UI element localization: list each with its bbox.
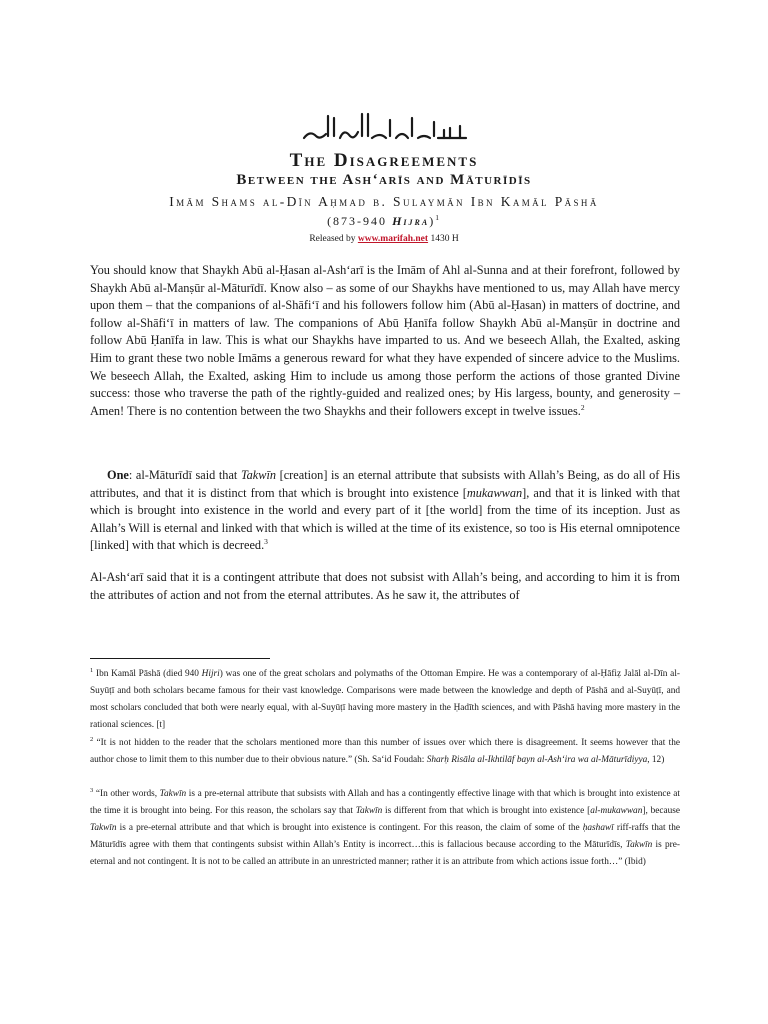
release-suffix: 1430 H — [428, 234, 459, 244]
author-name: Imām Shams al-Dīn Aḥmad b. Sulaymān Ibn Kamāl Pāshā — [169, 194, 599, 209]
footnote-3-number: 3 — [90, 786, 94, 794]
footnote-separator — [90, 658, 270, 659]
footnote-2-number: 2 — [90, 735, 94, 743]
dates-close: ) — [429, 214, 436, 228]
footnote-ref-2[interactable]: 2 — [580, 402, 585, 412]
footnote-3-text-d: ], because — [642, 805, 680, 816]
release-line — [0, 234, 768, 244]
term-takwin: Takwīn — [240, 468, 277, 482]
release-prefix: Released by — [309, 234, 358, 244]
footnote-ref-3[interactable]: 3 — [264, 537, 268, 547]
footnote-3-mukawwan: al-mukawwan — [590, 805, 643, 816]
footnote-3-text-e: is a pre-eternal attribute and that which is brought into existence is contingent. For this reason, the claim of some of the — [116, 822, 583, 833]
author-dates — [0, 214, 768, 229]
dates-hijra: Hijra — [392, 214, 430, 228]
footnote-1-hijri: Hijri — [201, 669, 220, 679]
footnote-2 — [90, 735, 680, 769]
footnote-3-takwin-1: Takwīn — [159, 789, 187, 799]
basmala-calligraphy — [300, 108, 470, 144]
footnote-1-text-b: ) was one of the great scholars and polymaths of the Ottoman Empire. He was a contemporary of al-Ḥāfiẓ Jalāl al-Dīn al-Suyūṭī and both scholars became famous for their vast knowledge. Comparisons were made between the knowledge and depth of Pāshā and al-Suyūṭī, and most scholars concluded that both were nearly equal, with al-Suyūṭī having more mastery in the Ḥadīth sciences, and with Pāshā having more mastery in the rational sciences. [t] — [90, 669, 680, 730]
paragraph-one — [90, 467, 680, 555]
paragraph-intro — [90, 262, 680, 420]
footnote-3-text-f: riff-raffs that the Māturīdīs agree with them that contingents subsist within Allah’s Entity is incorrect…this is fallacious because according to the Māturīdīs, — [90, 822, 680, 850]
footnote-3-text-a: “In other words, — [93, 789, 160, 799]
paragraph-one-text-a: : al-Māturīdī said that — [128, 468, 241, 482]
term-mukawwan: mukawwan — [466, 485, 523, 500]
marifah-link[interactable]: www.marifah.net — [357, 234, 429, 244]
footnote-3-takwin-2: Takwīn — [355, 805, 383, 816]
footnote-3-hashawi: ḥashawī — [582, 822, 614, 833]
document-subtitle: Between the Ash‘arīs and Māturīdīs — [236, 172, 532, 188]
issue-one-label: One — [107, 468, 129, 482]
footnote-2-text-b: , 12) — [647, 754, 665, 765]
footnote-2-source: Sharḥ Risāla al-Ikhtilāf bayn al-Ash‘ira wa al-Māturīdiyya — [426, 754, 648, 765]
footnote-3-text-b: is a pre-eternal attribute that subsists with Allah and has a contingently effective linage with that which is brought into existence at the time it is brought into being. For this reason, the scholars say that — [90, 789, 680, 816]
paragraph-intro-text: You should know that Shaykh Abū al-Ḥasan al-Ash‘arī is the Imām of Ahl al-Sunna and at their forefront, followed by Shaykh Abū al-Manṣūr al-Māturīdī. Know also – as some of our Shaykhs have mentioned to us, may Allah have mercy upon them – that the companions of al-Shāfi‘ī and his followers follow him (Abū al-Ḥasan) in matters of doctrine, and follow al-Shāfi‘ī in matters of law. The companions of Abū Ḥanīfa follow Shaykh Abū al-Manṣūr in doctrine and follow Abū Ḥanīfa in law. This is what our Shaykhs have imparted to us. And we beseech Allah, the Exalted, asking Him to grant these two noble Imāms a generous reward for what they have expended of sincere advice to the Muslims. We beseech Allah, the Exalted, asking Him to include us among those perform the actions of those granted Divine success: those who traverse the path of the rightly-guided and realized ones; by His largess, bounty, and generosity – Amen! There is no contention between the two Shaykhs and their followers except in twelve issues. — [90, 263, 680, 418]
footnote-3-takwin-4: Takwīn — [625, 839, 653, 850]
paragraph-asharis-view: Al-Ash‘arī said that it is a contingent attribute that does not subsist with Allah’s being, and according to him it is from the attributes of action and not from the eternal attributes. As he saw it, the attributes of — [90, 570, 680, 602]
footnote-2-text-a: “It is not hidden to the reader that the scholars mentioned more than this number of issues over which there is disagreement. It seems however that the author chose to limit them to this number due to their obvious nature.” (Sh. Sa‘id Foudah: — [90, 738, 680, 765]
paragraph-one-text-c: ], and that it is linked with that which is brought into existence in the world and every part of it [the world] from the time of its inception. Just as Allah’s Will is eternal and linked with that which is willed at the time of its existence, so too is His eternal omnipotence [linked] with that which is decreed. — [90, 485, 680, 553]
footnote-1-number: 1 — [90, 666, 94, 674]
footnote-3-takwin-3: Takwīn — [90, 822, 117, 833]
document-title: The Disagreements — [289, 150, 479, 171]
basmala-calligraphy-graphic — [300, 108, 470, 144]
footnote-3-text-c: is different from that which is brought into existence [ — [382, 805, 591, 816]
footnote-1 — [90, 666, 680, 734]
footnote-1-text-a: Ibn Kamāl Pāshā (died 940 — [93, 669, 202, 679]
footnote-3-text-g: is pre-eternal and not contingent. It is not to be called an attribute in an unrestricted manner; rather it is an attribute from which actions issue forth…” (Ibid) — [90, 839, 680, 867]
footnote-3 — [90, 786, 680, 871]
footnote-ref-1[interactable]: 1 — [435, 213, 441, 222]
paragraph-one-text-b: [creation] is an eternal attribute that subsists with Allah’s Being, as do all of His attributes, and that it is distinct from that which is brought into existence [ — [90, 468, 681, 500]
dates-open: (873-940 — [327, 214, 393, 228]
